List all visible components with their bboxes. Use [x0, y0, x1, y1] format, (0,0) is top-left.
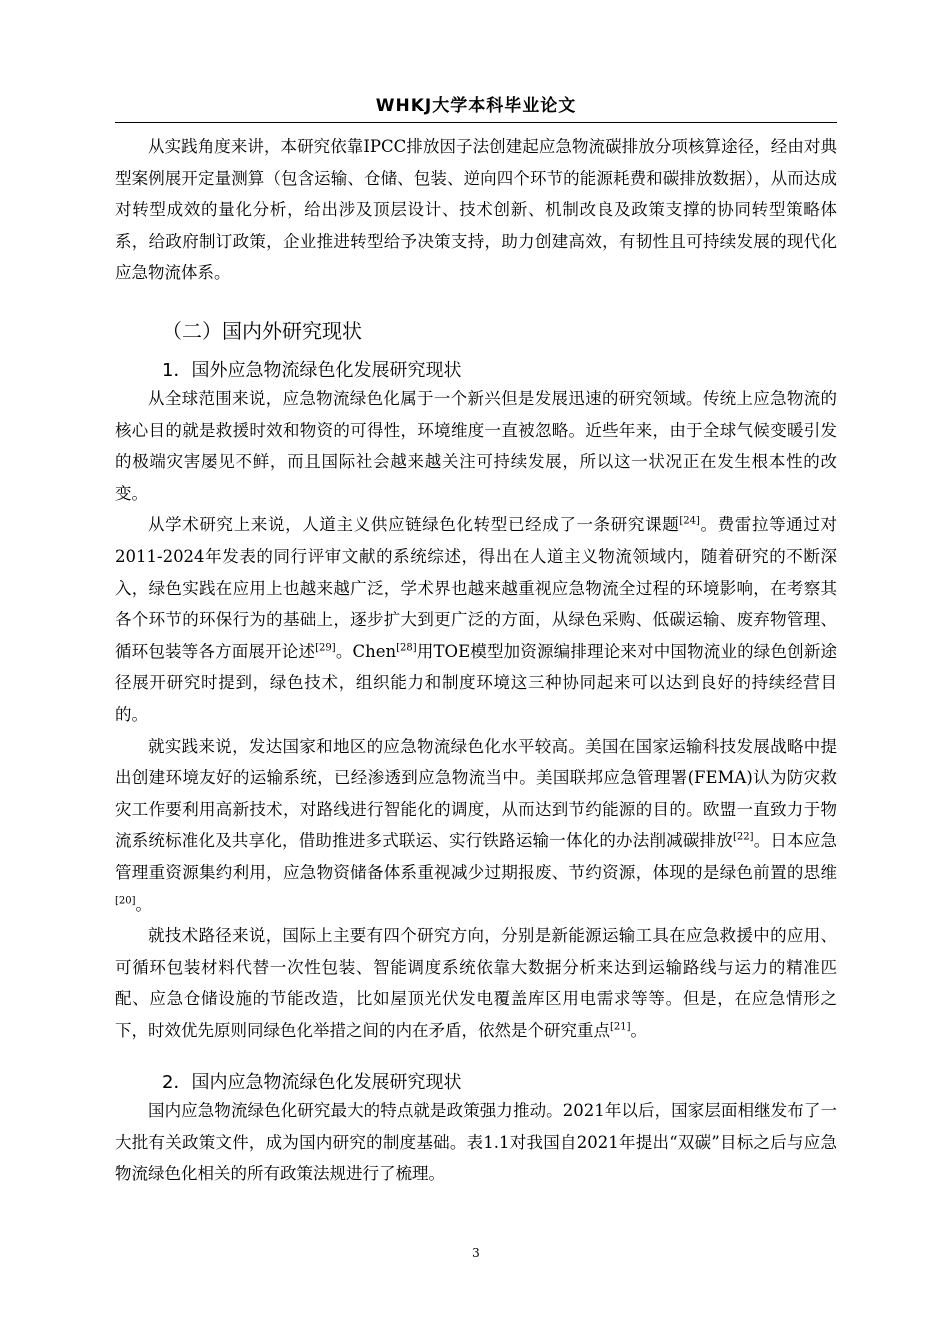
- citation: [28]: [396, 642, 417, 654]
- subsection-heading-2: 2．国内应急物流绿色化发展研究现状: [162, 1072, 462, 1093]
- subsection-heading-1: 1．国外应急物流绿色化发展研究现状: [162, 360, 462, 381]
- text-run: 。费雷拉等通过对2011-2024年发表的同行评审文献的系统综述，得出在人道主义物流领域内，随着研究的不断深入，绿色实践在应用上也越来越广泛，学术界也越来越重视应急物流全过程的环境影响，在考察其各个环节的环保行为的基础上，逐步扩大到更广泛的方面，从绿色采购、低碳运输、废弃物管理、循环包装等各方面展开论述: [115, 515, 838, 661]
- header-rule: [115, 122, 837, 123]
- citation: [22]: [732, 831, 754, 843]
- paragraph: 从全球范围来说，应急物流绿色化属于一个新兴但是发展迅速的研究领域。传统上应急物流的核心目的就是救援时效和物资的可得性，环境维度一直被忽略。近些年来，由于全球气候变暖引发的极端灾害屡见不鲜，而且国际社会越来越关注可持续发展，所以这一状况正在发生根本性的改变。: [115, 389, 837, 503]
- intro-section: [115, 131, 837, 289]
- text-run: 就实践来说，发达国家和地区的应急物流绿色化水平较高。美国在国家运输科技发展战略中提出创建环境友好的运输系统，已经渗透到应急物流当中。美国联邦应急管理署(FEMA)认为防灾救灾工作要利用高新技术，对路线进行智能化的调度，从而达到节约能源的目的。欧盟一直致力于物流系统标准化及共享化，借助推进多式联运、实行铁路运输一体化的办法削减碳排放: [115, 736, 837, 851]
- section-heading: （二）国内外研究现状: [162, 319, 362, 343]
- paragraph: 国内应急物流绿色化研究最大的特点就是政策强力推动。2021年以后，国家层面相继发布了一大批有关政策文件，成为国内研究的制度基础。表1.1对我国自2021年提出“双碳”目标之后与应急物流绿色化相关的所有政策法规进行了梳理。: [115, 1101, 837, 1184]
- subsection-2-body: [115, 1095, 837, 1190]
- citation: [20]: [115, 895, 136, 906]
- text-run: 就技术路径来说，国际上主要有四个研究方向，分别是新能源运输工具在应急救援中的应用、可循环包装材料代替一次性包装、智能调度系统依靠大数据分析来达到运输路线与运力的精准匹配、应急仓储设施的节能改造，比如屋顶光伏发电覆盖库区用电需求等等。但是，在应急情形之下，时效优先原则同绿色化举措之间的内在矛盾，依然是个研究重点: [115, 926, 837, 1040]
- citation: [21]: [610, 1021, 631, 1033]
- running-header: WHKJ大学本科毕业论文: [375, 96, 577, 116]
- text-run: 从学术研究上来说，人道主义供应链绿色化转型已经成了一条研究课题: [148, 515, 680, 535]
- citation: [29]: [315, 642, 336, 654]
- citation: [24]: [679, 515, 700, 527]
- paragraph: [115, 509, 837, 730]
- paragraph: [115, 731, 837, 921]
- text-run: 。: [135, 894, 153, 914]
- subsection-1-body: [115, 383, 837, 1046]
- intro-paragraph: 从实践角度来讲，本研究依靠IPCC排放因子法创建起应急物流碳排放分项核算途径，经由对典型案例展开定量测算（包含运输、仓储、包装、逆向四个环节的能源耗费和碳排放数据），从而达成对转型成效的量化分析，给出涉及顶层设计、技术创新、机制改良及政策支撑的协同转型策略体系，给政府制订政策，企业推进转型给予决策支持，助力创建高效，有韧性且可持续发展的现代化应急物流体系。: [115, 137, 837, 283]
- text-run: 。: [630, 1020, 648, 1040]
- text-run: 。Chen: [335, 641, 397, 661]
- text-run: 。日本应急管理重资源集约利用，应急物资储备体系重视减少过期报废、节约资源，体现的是绿色前置的思维: [115, 831, 838, 882]
- text-run: 用TOE模型加资源编排理论来对中国物流业的绿色创新途径展开研究时提到，绿色技术，组织能力和制度环境这三种协同起来可以达到良好的持续经营目的。: [115, 641, 837, 724]
- paragraph: [115, 920, 837, 1046]
- page-number: 3: [472, 1246, 480, 1260]
